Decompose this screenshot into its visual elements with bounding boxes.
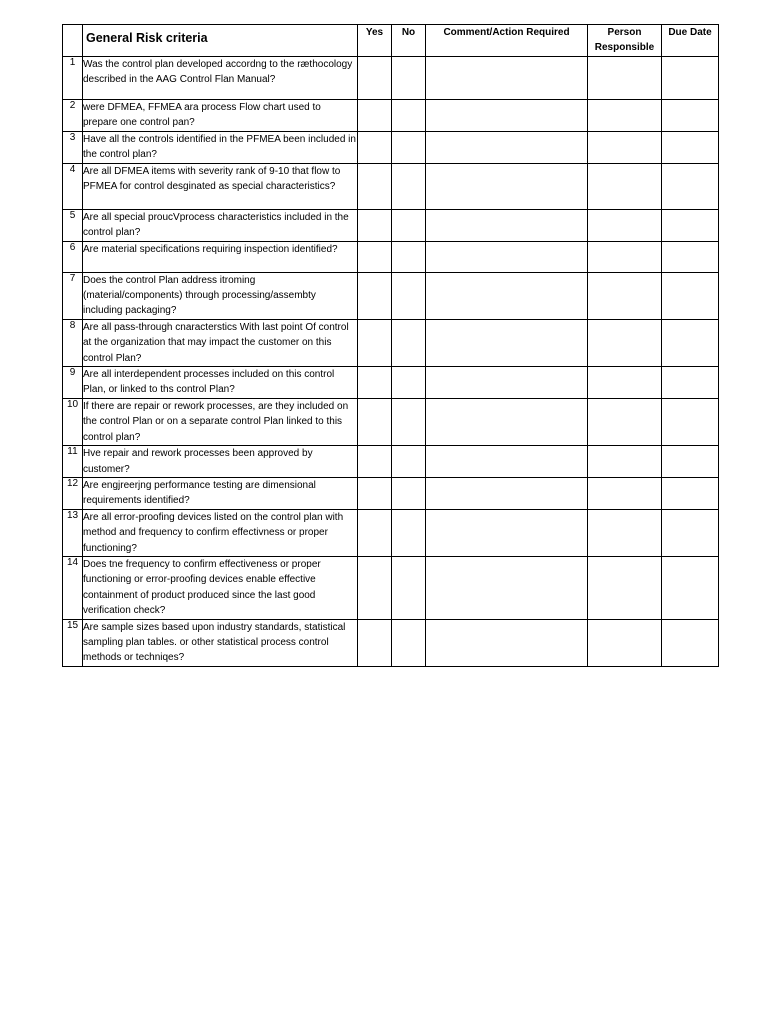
person-cell[interactable] [588,209,662,241]
comment-cell[interactable] [426,509,588,556]
due-date-cell[interactable] [662,163,719,209]
due-date-cell[interactable] [662,367,719,399]
no-cell[interactable] [392,57,426,100]
due-date-cell[interactable] [662,100,719,132]
person-cell[interactable] [588,241,662,272]
row-number: 3 [63,132,83,164]
criteria-text: Does the control Plan address itroming (material/components) through processing/assembty including packaging? [83,272,358,319]
comment-cell[interactable] [426,241,588,272]
due-date-cell[interactable] [662,209,719,241]
table-row [63,57,719,100]
table-row [63,319,719,366]
table-row [63,272,719,319]
no-cell[interactable] [392,209,426,241]
comment-cell[interactable] [426,209,588,241]
comment-cell[interactable] [426,57,588,100]
criteria-text: Does tne frequency to confirm effectiveness or proper functioning or error-proofing devices enable effective containment of product produced since the last good verification check? [83,556,358,619]
table-row [63,509,719,556]
person-cell[interactable] [588,100,662,132]
no-cell[interactable] [392,509,426,556]
due-date-cell[interactable] [662,398,719,445]
table-row [63,100,719,132]
comment-cell[interactable] [426,398,588,445]
yes-cell[interactable] [358,367,392,399]
header-person-responsible: Person Responsible [588,25,662,57]
criteria-text: Hve repair and rework processes been approved by customer? [83,446,358,478]
due-date-cell[interactable] [662,132,719,164]
criteria-text: Have all the controls identified in the PFMEA been included in the control plan? [83,132,358,164]
no-cell[interactable] [392,100,426,132]
table-row [63,209,719,241]
no-cell[interactable] [392,163,426,209]
due-date-cell[interactable] [662,272,719,319]
no-cell[interactable] [392,319,426,366]
table-row [63,619,719,666]
row-number: 1 [63,57,83,100]
due-date-cell[interactable] [662,57,719,100]
table-row [63,398,719,445]
no-cell[interactable] [392,398,426,445]
yes-cell[interactable] [358,57,392,100]
row-number: 5 [63,209,83,241]
table-row [63,477,719,509]
due-date-cell[interactable] [662,619,719,666]
row-number: 9 [63,367,83,399]
person-cell[interactable] [588,398,662,445]
criteria-text: were DFMEA, FFMEA ara process Flow chart used to prepare one control pan? [83,100,358,132]
person-cell[interactable] [588,477,662,509]
yes-cell[interactable] [358,209,392,241]
no-cell[interactable] [392,367,426,399]
no-cell[interactable] [392,477,426,509]
person-cell[interactable] [588,367,662,399]
yes-cell[interactable] [358,132,392,164]
comment-cell[interactable] [426,100,588,132]
person-cell[interactable] [588,272,662,319]
yes-cell[interactable] [358,619,392,666]
yes-cell[interactable] [358,163,392,209]
comment-cell[interactable] [426,132,588,164]
person-cell[interactable] [588,57,662,100]
yes-cell[interactable] [358,100,392,132]
person-cell[interactable] [588,132,662,164]
row-number: 14 [63,556,83,619]
yes-cell[interactable] [358,319,392,366]
yes-cell[interactable] [358,477,392,509]
comment-cell[interactable] [426,272,588,319]
risk-criteria-table [62,24,719,667]
row-number: 2 [63,100,83,132]
row-number: 8 [63,319,83,366]
row-number: 10 [63,398,83,445]
table-row [63,367,719,399]
criteria-text: Are all interdependent processes included on this control Plan, or linked to ths control Plan? [83,367,358,399]
comment-cell[interactable] [426,477,588,509]
due-date-cell[interactable] [662,241,719,272]
header-due-date: Due Date [662,25,719,57]
header-comment: Comment/Action Required [426,25,588,57]
comment-cell[interactable] [426,619,588,666]
criteria-text: Are all special proucVprocess characteristics included in the control plan? [83,209,358,241]
no-cell[interactable] [392,556,426,619]
yes-cell[interactable] [358,556,392,619]
yes-cell[interactable] [358,446,392,478]
table-row [63,163,719,209]
row-number: 7 [63,272,83,319]
criteria-text: Are all pass-through cnaracterstics With last point Of control at the organization that may impact the customer on this control Plan? [83,319,358,366]
criteria-text: Are all error-proofing devices listed on the control plan with method and frequency to confirm effectivness or proper functioning? [83,509,358,556]
comment-cell[interactable] [426,446,588,478]
table-row [63,446,719,478]
header-no: No [392,25,426,57]
header-criteria [83,25,358,57]
no-cell[interactable] [392,619,426,666]
no-cell[interactable] [392,241,426,272]
person-cell[interactable] [588,556,662,619]
yes-cell[interactable] [358,398,392,445]
person-cell[interactable] [588,163,662,209]
comment-cell[interactable] [426,556,588,619]
no-cell[interactable] [392,132,426,164]
table-row [63,132,719,164]
criteria-text: Are sample sizes based upon industry standards, statistical sampling plan tables. or other statistical process control methods or techniqes? [83,619,358,666]
due-date-cell[interactable] [662,477,719,509]
due-date-cell[interactable] [662,446,719,478]
criteria-text: Was the control plan developed accordng to the ræthocology described in the AAG Control Flan Manual? [83,57,358,100]
due-date-cell[interactable] [662,509,719,556]
no-cell[interactable] [392,272,426,319]
table-row [63,556,719,619]
yes-cell[interactable] [358,509,392,556]
header-row [63,25,719,57]
row-number: 12 [63,477,83,509]
header-yes: Yes [358,25,392,57]
criteria-text: Are engjreerjng performance testing are dimensional requirements identified? [83,477,358,509]
row-number: 11 [63,446,83,478]
yes-cell[interactable] [358,272,392,319]
criteria-text: Are all DFMEA items with severity rank of 9-10 that flow to PFMEA for control desginated as special characteristics? [83,163,358,209]
yes-cell[interactable] [358,241,392,272]
comment-cell[interactable] [426,163,588,209]
row-number: 6 [63,241,83,272]
comment-cell[interactable] [426,367,588,399]
criteria-text: Are material specifications requiring inspection identified? [83,241,358,272]
row-number: 13 [63,509,83,556]
row-number: 15 [63,619,83,666]
header-number [63,25,83,57]
person-cell[interactable] [588,319,662,366]
person-cell[interactable] [588,446,662,478]
due-date-cell[interactable] [662,556,719,619]
person-cell[interactable] [588,619,662,666]
due-date-cell[interactable] [662,319,719,366]
no-cell[interactable] [392,446,426,478]
criteria-text: If there are repair or rework processes, are they included on the control Plan or on a separate control Plan linked to this control plan? [83,398,358,445]
table-row [63,241,719,272]
person-cell[interactable] [588,509,662,556]
row-number: 4 [63,163,83,209]
header-criteria-label: General Risk criteria [86,31,208,45]
comment-cell[interactable] [426,319,588,366]
